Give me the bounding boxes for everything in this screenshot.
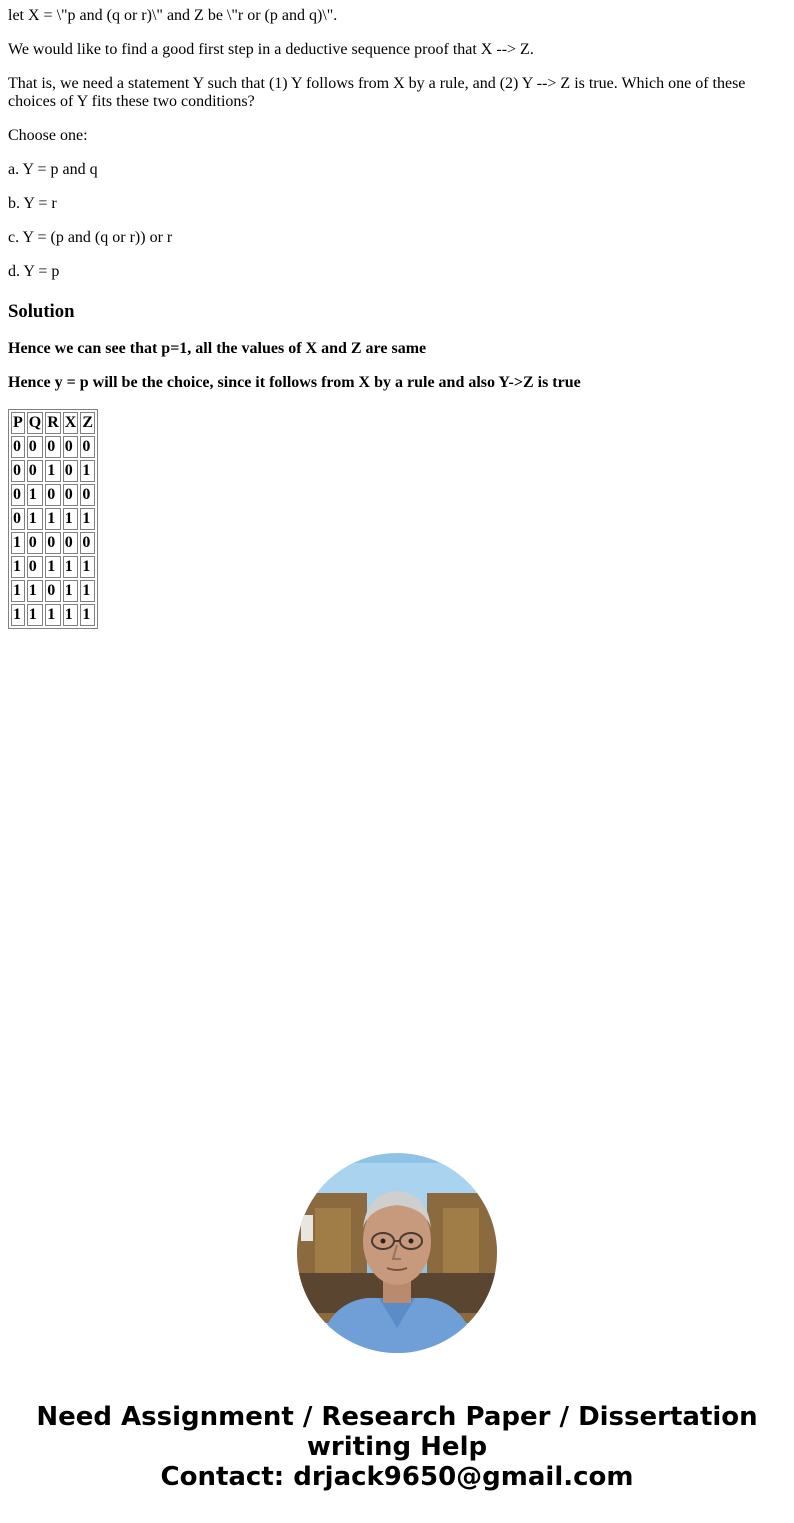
table-cell: 1	[27, 508, 43, 530]
table-row	[11, 460, 95, 482]
question-line-2: We would like to find a good first step in a deductive sequence proof that X --> Z.	[8, 41, 534, 58]
table-cell: 1	[11, 556, 25, 578]
promo-line-2: writing Help	[306, 1432, 488, 1462]
table-row	[11, 532, 95, 554]
truth-table-body	[11, 436, 95, 626]
table-cell: 0	[63, 532, 79, 554]
table-cell: 0	[11, 436, 25, 458]
table-cell: 0	[63, 484, 79, 506]
table-cell: 1	[63, 604, 79, 626]
header-z: Z	[80, 412, 95, 434]
table-cell: 1	[80, 604, 95, 626]
table-cell: 0	[11, 460, 25, 482]
table-row	[11, 556, 95, 578]
table-cell: 1	[63, 556, 79, 578]
question-line-3: That is, we need a statement Y such that (1) Y follows from X by a rule, and (2) Y --> Z is true. Which one of these choices of Y fits these two conditions?	[8, 75, 746, 110]
option-d: d. Y = p	[8, 263, 60, 280]
promo-banner	[0, 1402, 794, 1492]
table-cell: 1	[11, 604, 25, 626]
header-x: X	[63, 412, 79, 434]
header-r: R	[45, 412, 61, 434]
table-cell: 1	[45, 508, 61, 530]
table-cell: 0	[45, 436, 61, 458]
table-cell: 0	[80, 484, 95, 506]
table-row	[11, 580, 95, 602]
table-cell: 1	[63, 580, 79, 602]
truth-table-header-row	[11, 412, 95, 434]
table-row	[11, 604, 95, 626]
choose-one-label: Choose one:	[8, 127, 88, 144]
option-b: b. Y = r	[8, 195, 57, 212]
option-a: a. Y = p and q	[8, 161, 98, 178]
table-cell: 1	[27, 580, 43, 602]
table-cell: 0	[80, 436, 95, 458]
table-cell: 1	[45, 556, 61, 578]
table-cell: 1	[27, 484, 43, 506]
table-row	[11, 508, 95, 530]
portrait-image	[297, 1153, 497, 1353]
table-cell: 0	[27, 460, 43, 482]
question-line-1: let X = \"p and (q or r)\" and Z be \"r or (p and q)\".	[8, 7, 338, 24]
table-cell: 0	[63, 436, 79, 458]
table-cell: 1	[27, 604, 43, 626]
table-row	[11, 484, 95, 506]
table-cell: 1	[11, 580, 25, 602]
table-row	[11, 436, 95, 458]
table-cell: 0	[11, 508, 25, 530]
table-cell: 1	[80, 508, 95, 530]
table-cell: 0	[63, 460, 79, 482]
table-cell: 0	[27, 556, 43, 578]
table-cell: 0	[27, 436, 43, 458]
promo-line-1: Need Assignment / Research Paper / Dissertation	[36, 1402, 758, 1432]
table-cell: 1	[80, 556, 95, 578]
table-cell: 0	[27, 532, 43, 554]
solution-line-2: Hence y = p will be the choice, since it follows from X by a rule and also Y->Z is true	[8, 374, 581, 391]
author-photo	[297, 1153, 497, 1353]
solution-heading: Solution	[8, 301, 75, 322]
header-p: P	[11, 412, 25, 434]
table-cell: 1	[80, 580, 95, 602]
table-cell: 1	[63, 508, 79, 530]
promo-contact: Contact: drjack9650@gmail.com	[160, 1462, 634, 1492]
solution-line-1: Hence we can see that p=1, all the values of X and Z are same	[8, 340, 427, 357]
header-q: Q	[27, 412, 43, 434]
table-cell: 1	[45, 460, 61, 482]
table-cell: 0	[45, 532, 61, 554]
truth-table	[8, 409, 98, 629]
table-cell: 0	[45, 484, 61, 506]
table-cell: 0	[80, 532, 95, 554]
table-cell: 0	[11, 484, 25, 506]
option-c: c. Y = (p and (q or r)) or r	[8, 229, 173, 246]
table-cell: 0	[45, 580, 61, 602]
table-cell: 1	[11, 532, 25, 554]
table-cell: 1	[45, 604, 61, 626]
table-cell: 1	[80, 460, 95, 482]
